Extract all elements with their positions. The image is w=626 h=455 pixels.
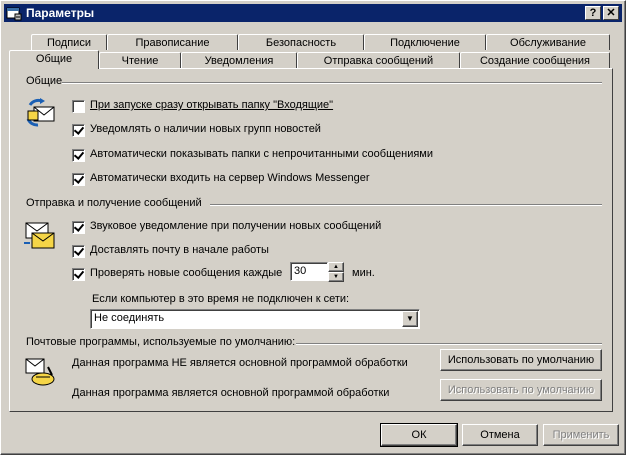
general-settings-icon bbox=[24, 97, 56, 129]
open-inbox-checkbox[interactable] bbox=[72, 100, 85, 113]
chevron-down-icon[interactable]: ▼ bbox=[402, 311, 418, 327]
tab-maintenance[interactable]: Обслуживание bbox=[486, 34, 610, 50]
tab-send[interactable]: Отправка сообщений bbox=[297, 52, 460, 68]
general-tab-panel bbox=[9, 68, 613, 412]
help-button[interactable]: ? bbox=[585, 6, 601, 20]
tab-connection[interactable]: Подключение bbox=[364, 34, 486, 50]
close-button[interactable]: ✕ bbox=[603, 6, 619, 20]
notify-newsgroups-label: Уведомлять о наличии новых групп новостей bbox=[90, 123, 321, 135]
auto-messenger-checkbox[interactable] bbox=[72, 173, 85, 186]
sound-notify-label: Звуковое уведомление при получении новых сообщений bbox=[90, 220, 382, 232]
divider bbox=[62, 82, 602, 84]
show-unread-folders-checkbox[interactable] bbox=[72, 149, 85, 162]
general-group-header: Общие bbox=[26, 75, 63, 87]
interval-up-button[interactable]: ▲ bbox=[328, 262, 344, 272]
check-interval-label: Проверять новые сообщения каждые bbox=[90, 267, 283, 279]
options-app-icon bbox=[6, 5, 22, 21]
send-receive-icon bbox=[24, 219, 56, 251]
sound-notify-checkbox[interactable] bbox=[72, 221, 85, 234]
tab-compose[interactable]: Создание сообщения bbox=[460, 52, 610, 68]
tab-general[interactable]: Общие bbox=[9, 50, 99, 69]
check-interval-checkbox[interactable] bbox=[72, 268, 85, 281]
notify-newsgroups-checkbox[interactable] bbox=[72, 124, 85, 137]
show-unread-folders-label: Автоматически показывать папки с непрочитанными сообщениями bbox=[90, 148, 434, 160]
tab-receipts[interactable]: Уведомления bbox=[181, 52, 297, 68]
window-title: Параметры bbox=[26, 6, 95, 20]
defaults-group-header: Почтовые программы, используемые по умолчанию: bbox=[26, 336, 296, 348]
interval-value: 30 bbox=[294, 265, 307, 277]
set-default-news-button[interactable]: Использовать по умолчанию bbox=[440, 379, 602, 401]
tab-security[interactable]: Безопасность bbox=[238, 34, 364, 50]
divider bbox=[210, 204, 602, 206]
tab-spelling[interactable]: Правописание bbox=[107, 34, 238, 50]
news-default-text: Данная программа является основной программой обработки bbox=[72, 387, 390, 399]
offline-select[interactable] bbox=[90, 309, 420, 329]
title-bar[interactable] bbox=[4, 4, 622, 22]
deliver-at-startup-checkbox[interactable] bbox=[72, 245, 85, 258]
interval-down-button[interactable]: ▼ bbox=[328, 272, 344, 282]
tab-signatures[interactable]: Подписи bbox=[31, 34, 107, 50]
default-programs-icon bbox=[24, 355, 56, 387]
sendrecv-group-header: Отправка и получение сообщений bbox=[26, 197, 202, 209]
cancel-button[interactable]: Отмена bbox=[462, 424, 538, 446]
apply-button[interactable]: Применить bbox=[543, 424, 619, 446]
offline-select-value: Не соединять bbox=[94, 312, 165, 324]
interval-unit: мин. bbox=[352, 267, 375, 279]
auto-messenger-label: Автоматически входить на сервер Windows Messenger bbox=[90, 172, 370, 184]
ok-button[interactable]: ОК bbox=[381, 424, 457, 446]
interval-input[interactable] bbox=[290, 262, 328, 281]
tab-read[interactable]: Чтение bbox=[99, 52, 181, 68]
mail-default-text: Данная программа НЕ является основной программой обработки bbox=[72, 357, 408, 369]
open-inbox-label: При запуске сразу открывать папку "Входящие" bbox=[90, 99, 334, 111]
offline-label: Если компьютер в это время не подключен к сети: bbox=[92, 293, 350, 305]
set-default-mail-button[interactable]: Использовать по умолчанию bbox=[440, 349, 602, 371]
divider bbox=[296, 343, 602, 345]
deliver-at-startup-label: Доставлять почту в начале работы bbox=[90, 244, 269, 256]
